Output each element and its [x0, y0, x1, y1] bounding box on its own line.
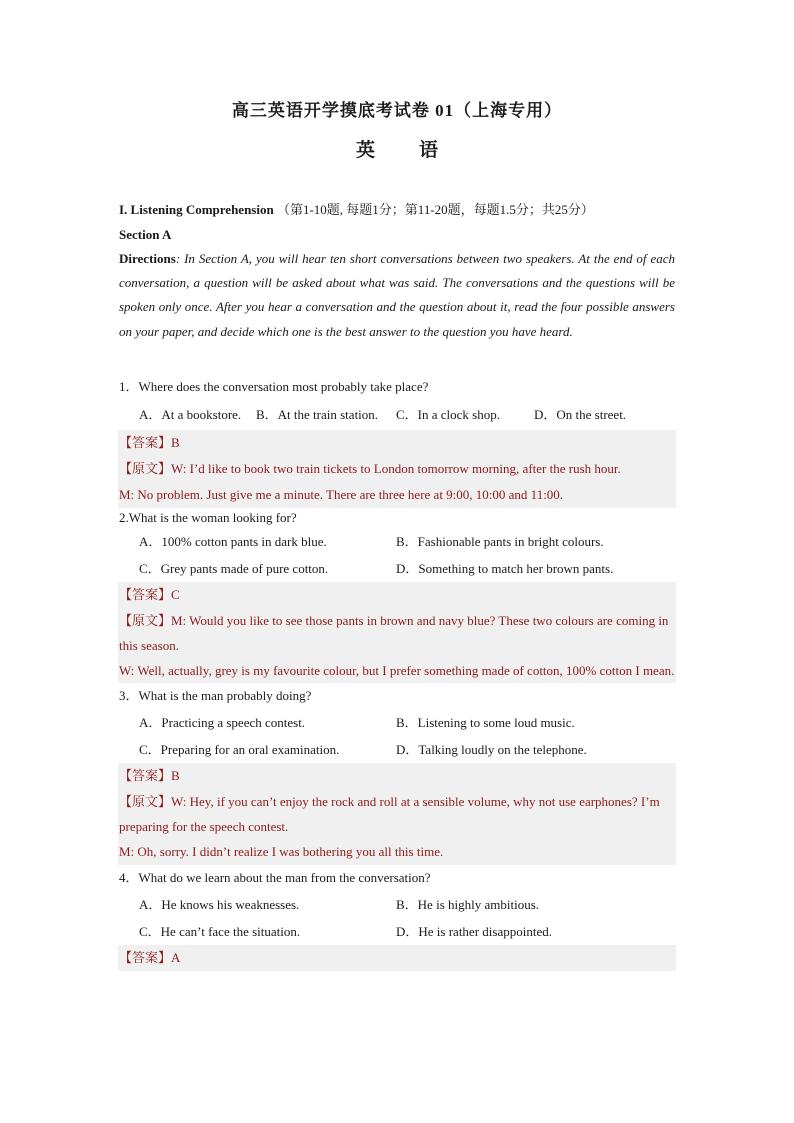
- transcript-line: 【原文】M: Would you like to see those pants in brown and navy blue? These two colours are coming in this season.: [119, 612, 669, 653]
- options-row: [119, 918, 675, 945]
- answer-label: 【答案】C: [119, 586, 180, 602]
- answer-label: 【答案】B: [119, 767, 180, 783]
- section-heading-line: [119, 197, 675, 222]
- option-d: D．Talking loudly on the telephone.: [396, 741, 587, 757]
- transcript-line: 【原文】W: I’d like to book two train tickets to London tomorrow morning, after the rush hour.: [119, 460, 621, 476]
- exam-content: [119, 197, 675, 971]
- answer-block: [118, 430, 676, 508]
- option-c: C．Preparing for an oral examination.: [139, 741, 340, 757]
- option-a: A．100% cotton pants in dark blue.: [139, 533, 327, 549]
- answer-block: [118, 945, 676, 971]
- answer-label: 【答案】B: [119, 434, 180, 450]
- exam-title: 高三英语开学摸底考试卷 01（上海专用）: [231, 101, 563, 120]
- options-row: [119, 736, 675, 763]
- directions-label: Directions: [119, 251, 176, 266]
- section-scoring: （第1-10题, 每题1分；第11-20题，每题1.5分；共25分）: [276, 202, 594, 217]
- answer-block: [118, 582, 676, 683]
- option-a: A．He knows his weaknesses.: [139, 896, 300, 912]
- directions-paragraph: [119, 247, 675, 344]
- question-stem: 4．What do we learn about the man from the conversation?: [119, 869, 431, 885]
- subject-title: 英语: [355, 140, 482, 161]
- options-row: [119, 555, 675, 582]
- option-a: A．At a bookstore.: [139, 406, 242, 422]
- transcript-line: 【原文】W: Hey, if you can’t enjoy the rock and roll at a sensible volume, why not use earphones? I’m preparing for the speech contest.: [119, 793, 660, 834]
- section-heading: I. Listening Comprehension: [119, 202, 274, 217]
- directions-text: : In Section A, you will hear ten short conversations between two speakers. At the end of each conversation, a question will be asked about what was said. The conversations and the questions will be spoken only once. After you hear a conversation and the question about it, read the four possible answers on your paper, and decide which one is the best answer to the question you have heard.: [119, 251, 675, 339]
- question-stem: 1．Where does the conversation most probably take place?: [119, 378, 429, 394]
- option-a: A．Practicing a speech contest.: [139, 714, 306, 730]
- option-c: C．In a clock shop.: [396, 406, 500, 422]
- transcript-line: M: Oh, sorry. I didn’t realize I was bothering you all this time.: [119, 843, 444, 859]
- option-b: B．Fashionable pants in bright colours.: [396, 533, 604, 549]
- option-d: D．He is rather disappointed.: [396, 923, 552, 939]
- question-stem: 2.What is the woman looking for?: [119, 509, 297, 525]
- option-c: C．Grey pants made of pure cotton.: [139, 560, 329, 576]
- option-d: D．Something to match her brown pants.: [396, 560, 614, 576]
- spacer: [119, 344, 675, 366]
- option-b: B．Listening to some loud music.: [396, 714, 575, 730]
- option-d: D．On the street.: [534, 406, 627, 422]
- answer-label: 【答案】A: [119, 949, 181, 965]
- option-b: B．He is highly ambitious.: [396, 896, 540, 912]
- option-c: C．He can’t face the situation.: [139, 923, 301, 939]
- options-row: [119, 891, 675, 918]
- options-row: [119, 709, 675, 736]
- options-row: [119, 400, 675, 430]
- transcript-line: M: No problem. Just give me a minute. There are three here at 9:00, 10:00 and 11:00.: [119, 486, 564, 502]
- transcript-line: W: Well, actually, grey is my favourite colour, but I prefer something made of cotton, 100% cotton I mean.: [119, 662, 675, 678]
- question-stem: 3．What is the man probably doing?: [119, 687, 312, 703]
- section-name: Section A: [119, 227, 172, 242]
- options-row: [119, 528, 675, 555]
- answer-block: [118, 763, 676, 865]
- option-b: B．At the train station.: [256, 406, 379, 422]
